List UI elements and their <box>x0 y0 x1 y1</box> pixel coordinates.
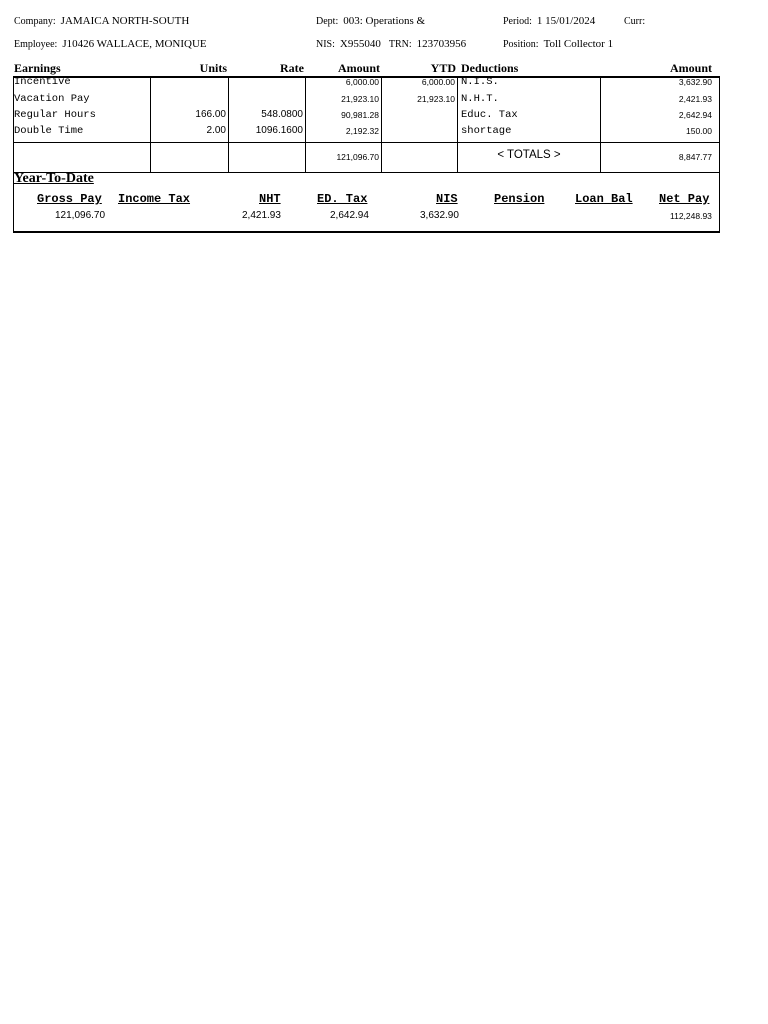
earning-amount: 2,192.32 <box>345 126 379 136</box>
col-ded-amount-heading: Amount <box>669 61 712 75</box>
nis-info <box>316 38 466 50</box>
employee-label: Employee: <box>14 39 58 50</box>
period-info <box>503 15 595 27</box>
totals-bottom-border <box>13 172 720 173</box>
deductions-total: 8,847.77 <box>678 152 712 162</box>
position-label: Position: <box>503 39 539 50</box>
currency-label: Curr: <box>624 16 646 27</box>
dept-label: Dept: <box>316 16 339 27</box>
col-units-heading: Units <box>199 61 227 75</box>
company-name: JAMAICA NORTH-SOUTH <box>60 15 190 27</box>
dept-info <box>316 15 425 27</box>
ytd-nht: 2,421.93 <box>242 210 281 221</box>
col-divider-ded-amount <box>600 76 601 172</box>
earning-units: 166.00 <box>195 109 226 120</box>
earning-amount: 6,000.00 <box>345 77 379 87</box>
position-value: Toll Collector 1 <box>543 38 614 50</box>
col-rate-heading: Rate <box>280 61 304 75</box>
currency-info <box>624 15 650 27</box>
earning-label: Vacation Pay <box>14 93 90 105</box>
earning-amount: 90,981.28 <box>341 110 379 120</box>
deduction-label: N.I.S. <box>461 76 499 88</box>
ytd-head-gross-pay: Gross Pay <box>37 192 102 206</box>
table-bottom-border <box>13 231 720 233</box>
ytd-head-ed-tax: ED. Tax <box>317 192 368 206</box>
deduction-label: Educ. Tax <box>461 109 518 121</box>
col-ytd-heading: YTD <box>430 61 456 75</box>
earning-ytd: 21,923.10 <box>417 94 455 104</box>
ytd-head-nis: NIS <box>436 192 458 206</box>
col-divider-rate <box>228 76 229 172</box>
earning-ytd: 6,000.00 <box>421 77 455 87</box>
deduction-amount: 150.00 <box>686 126 712 136</box>
ytd-head-pension: Pension <box>494 192 545 206</box>
company-info <box>14 15 189 27</box>
ytd-head-nht: NHT <box>259 192 281 206</box>
earning-units: 2.00 <box>206 125 226 136</box>
totals-top-border <box>13 142 720 143</box>
deduction-amount: 2,642.94 <box>678 110 712 120</box>
period-value: 1 15/01/2024 <box>536 15 596 27</box>
deduction-label: N.H.T. <box>461 93 499 105</box>
ytd-head-loan-bal: Loan Bal <box>575 192 633 206</box>
trn-label: TRN: <box>388 39 412 50</box>
nis-label: NIS: <box>316 39 335 50</box>
ytd-head-income-tax: Income Tax <box>118 192 191 206</box>
col-earnings-heading: Earnings <box>14 61 61 75</box>
earning-label: Incentive <box>14 76 71 88</box>
table-right-border <box>719 76 720 233</box>
col-divider-ytd <box>381 76 382 172</box>
ytd-head-net-pay: Net Pay <box>659 192 710 206</box>
col-amount-heading: Amount <box>337 61 380 75</box>
col-divider-units <box>150 76 151 172</box>
employee-info <box>14 38 207 50</box>
deduction-amount: 3,632.90 <box>678 77 712 87</box>
earning-label: Regular Hours <box>14 109 96 121</box>
totals-label: < TOTALS > <box>497 149 561 161</box>
ytd-gross-pay: 121,096.70 <box>55 210 106 221</box>
earning-rate: 1096.1600 <box>255 125 303 136</box>
deduction-amount: 2,421.93 <box>678 94 712 104</box>
earnings-total: 121,096.70 <box>336 152 379 162</box>
ytd-ed-tax: 2,642.94 <box>330 210 369 221</box>
col-deductions-heading: Deductions <box>461 61 519 75</box>
company-label: Company: <box>14 16 56 27</box>
earning-amount: 21,923.10 <box>341 94 379 104</box>
employee-value: J10426 WALLACE, MONIQUE <box>62 38 207 50</box>
dept-value: 003: Operations & <box>343 15 426 27</box>
deduction-label: shortage <box>461 125 512 137</box>
position-info <box>503 38 613 50</box>
ytd-net-pay: 112,248.93 <box>670 211 712 221</box>
ytd-title: Year-To-Date <box>14 171 94 186</box>
earning-rate: 548.0800 <box>261 109 303 120</box>
earning-label: Double Time <box>14 125 84 137</box>
period-label: Period: <box>503 16 532 27</box>
ytd-nis: 3,632.90 <box>420 210 459 221</box>
nis-value: X955040 <box>339 38 381 50</box>
trn-value: 123703956 <box>416 38 467 50</box>
